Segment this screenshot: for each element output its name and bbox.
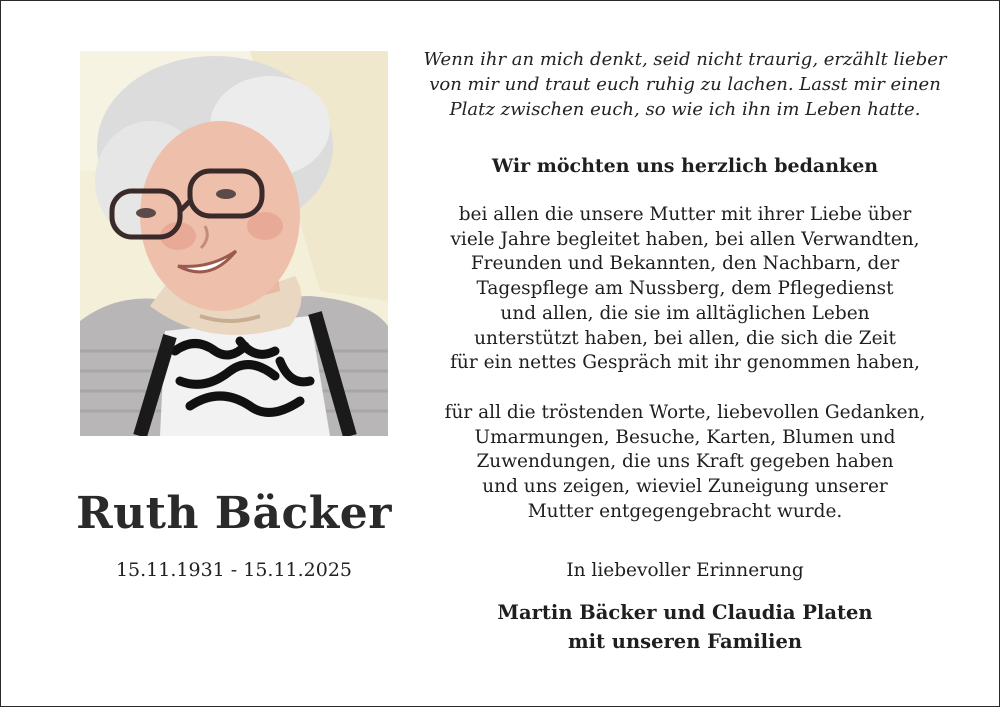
paragraph-line: Umarmungen, Besuche, Karten, Blumen und	[474, 426, 896, 448]
thanks-paragraph-2	[410, 401, 960, 525]
paragraph-line: Zuwendungen, die uns Kraft gegeben haben	[476, 451, 894, 473]
paragraph-line: unterstützt haben, bei allen, die sich die Zeit	[474, 327, 896, 349]
signers-line-1: Martin Bäcker und Claudia Platen	[497, 601, 873, 624]
paragraph-line: für all die tröstenden Worte, liebevollen Gedanken,	[444, 402, 926, 423]
signers-line-2: mit unseren Familien	[567, 630, 803, 653]
paragraph-line: und uns zeigen, wieviel Zuneigung unserer	[482, 476, 888, 498]
paragraph-line: für ein nettes Gespräch mit ihr genommen haben,	[450, 352, 920, 374]
thanks-paragraph-1	[410, 203, 960, 376]
thanks-heading: Wir möchten uns herzlich bedanken	[491, 155, 879, 177]
paragraph-line: Tagespflege am Nussberg, dem Pflegedienst	[476, 278, 894, 300]
portrait-photo	[80, 51, 388, 436]
quote-line: Wenn ihr an mich denkt, seid nicht traurig, erzählt lieber	[423, 49, 947, 70]
paragraph-line: viele Jahre begleitet haben, bei allen Verwandten,	[450, 228, 920, 250]
deceased-name: Ruth Bäcker	[76, 488, 392, 539]
paragraph-line: Freunden und Bekannten, den Nachbarn, der	[470, 253, 900, 275]
quote-line: von mir und traut euch ruhig zu lachen. Lasst mir einen	[429, 74, 941, 95]
paragraph-line: Mutter entgegengebracht wurde.	[527, 500, 843, 522]
life-dates: 15.11.1931 - 15.11.2025	[115, 559, 353, 581]
paragraph-line: bei allen die unsere Mutter mit ihrer Liebe über	[458, 204, 912, 225]
signers	[410, 598, 960, 656]
remembrance-line: In liebevoller Erinnerung	[566, 560, 804, 581]
memorial-quote	[410, 47, 960, 122]
quote-line: Platz zwischen euch, so wie ich ihn im Leben hatte.	[449, 99, 921, 120]
paragraph-line: und allen, die sie im alltäglichen Leben	[500, 302, 870, 324]
